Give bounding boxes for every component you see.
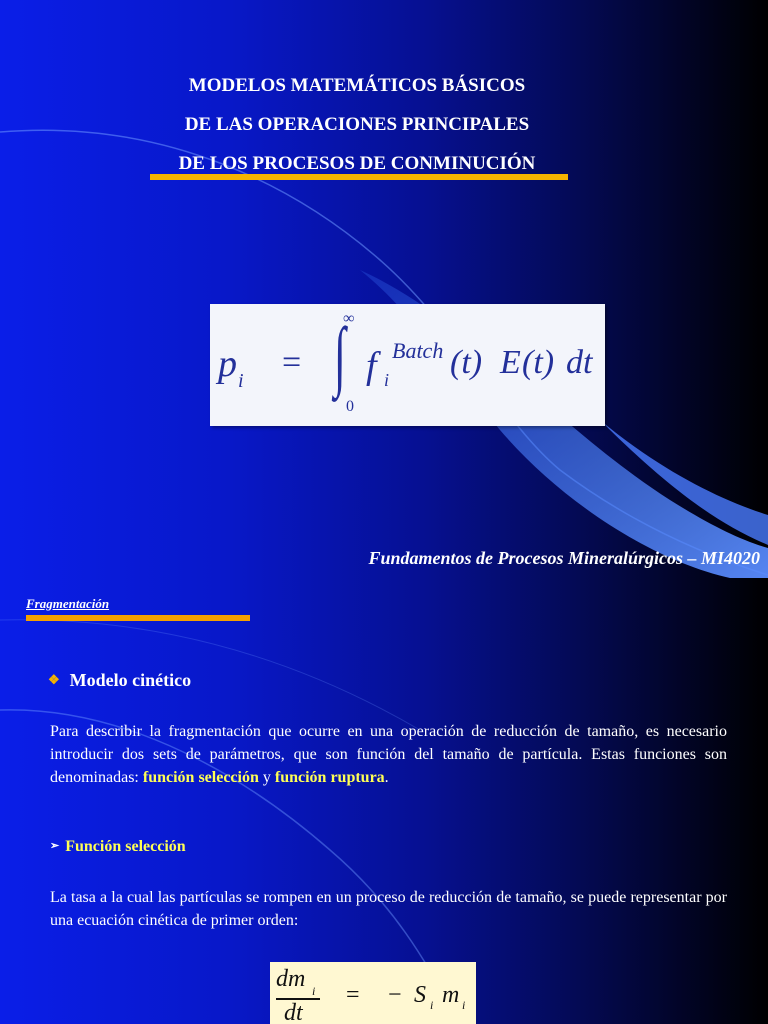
rate-minus: − — [388, 982, 402, 1008]
paragraph-rate: La tasa a la cual las partículas se rompen en un proceso de reducción de tamaño, se puede representar por una ecuación cinética de primer orden: — [50, 889, 727, 929]
course-subtitle: Fundamentos de Procesos Mineralúrgicos – MI4020 — [368, 548, 760, 568]
paragraph-intro — [50, 720, 727, 789]
highlight-funcion-ruptura: función ruptura — [274, 769, 385, 786]
rate-m: m — [442, 982, 460, 1008]
title-underline-bar — [150, 174, 568, 180]
title-line-1: MODELOS MATEMÁTICOS BÁSICOS — [188, 75, 526, 96]
slide-modelo-cinetico — [0, 580, 768, 1024]
formula-f-arg: (t) — [450, 344, 483, 381]
title-line-3: DE LOS PROCESOS DE CONMINUCIÓN — [178, 153, 536, 174]
rate-den: dt — [284, 1000, 303, 1024]
formula-lhs-sub: i — [238, 370, 244, 392]
diamond-bullet-icon: ❖ — [48, 672, 60, 687]
paragraph-intro-connector: y — [258, 769, 275, 786]
rate-num: dm — [276, 966, 306, 992]
rate-S-sub: i — [430, 998, 434, 1012]
arrow-bullet-icon: ➢ — [50, 840, 60, 852]
bullet-heading-text: Modelo cinético — [69, 670, 192, 690]
section-label: Fragmentación — [26, 596, 110, 611]
rate-S: S — [414, 982, 426, 1008]
title-line-2: DE LAS OPERACIONES PRINCIPALES — [184, 114, 530, 135]
formula-dt: dt — [566, 344, 593, 381]
integral-lower-limit: 0 — [346, 398, 354, 415]
rate-equation-box — [270, 962, 476, 1024]
slide2-decoration — [0, 580, 768, 1024]
sub-heading — [50, 838, 186, 856]
slide-title-text — [0, 66, 714, 183]
formula-equals: = — [282, 344, 302, 381]
formula-f: f — [366, 345, 377, 387]
formula-box — [210, 304, 605, 426]
bullet-heading — [48, 670, 191, 691]
paragraph-intro-text: Para describir la fragmentación que ocurre en una operación de reducción de tamaño, es necesario introducir dos sets de parámetros, que son función del tamaño de partícula. Estas funciones son denominadas: — [50, 723, 727, 786]
rate-num-sub: i — [312, 984, 316, 998]
rate-equals: = — [346, 982, 360, 1008]
formula-E-arg: (t) — [522, 344, 555, 381]
integral-upper-limit: ∞ — [343, 310, 355, 327]
sub-heading-text: Función selección — [65, 838, 186, 855]
formula-lhs: p — [218, 343, 237, 385]
formula-f-sup: Batch — [392, 338, 444, 363]
formula-f-sub: i — [384, 370, 390, 390]
highlight-funcion-seleccion: función selección — [142, 769, 259, 786]
rate-m-sub: i — [462, 998, 466, 1012]
paragraph-intro-end: . — [384, 769, 389, 786]
section-underline-bar — [26, 615, 250, 621]
integral-sign: ∫ — [334, 311, 346, 398]
formula-E: E — [500, 344, 521, 381]
